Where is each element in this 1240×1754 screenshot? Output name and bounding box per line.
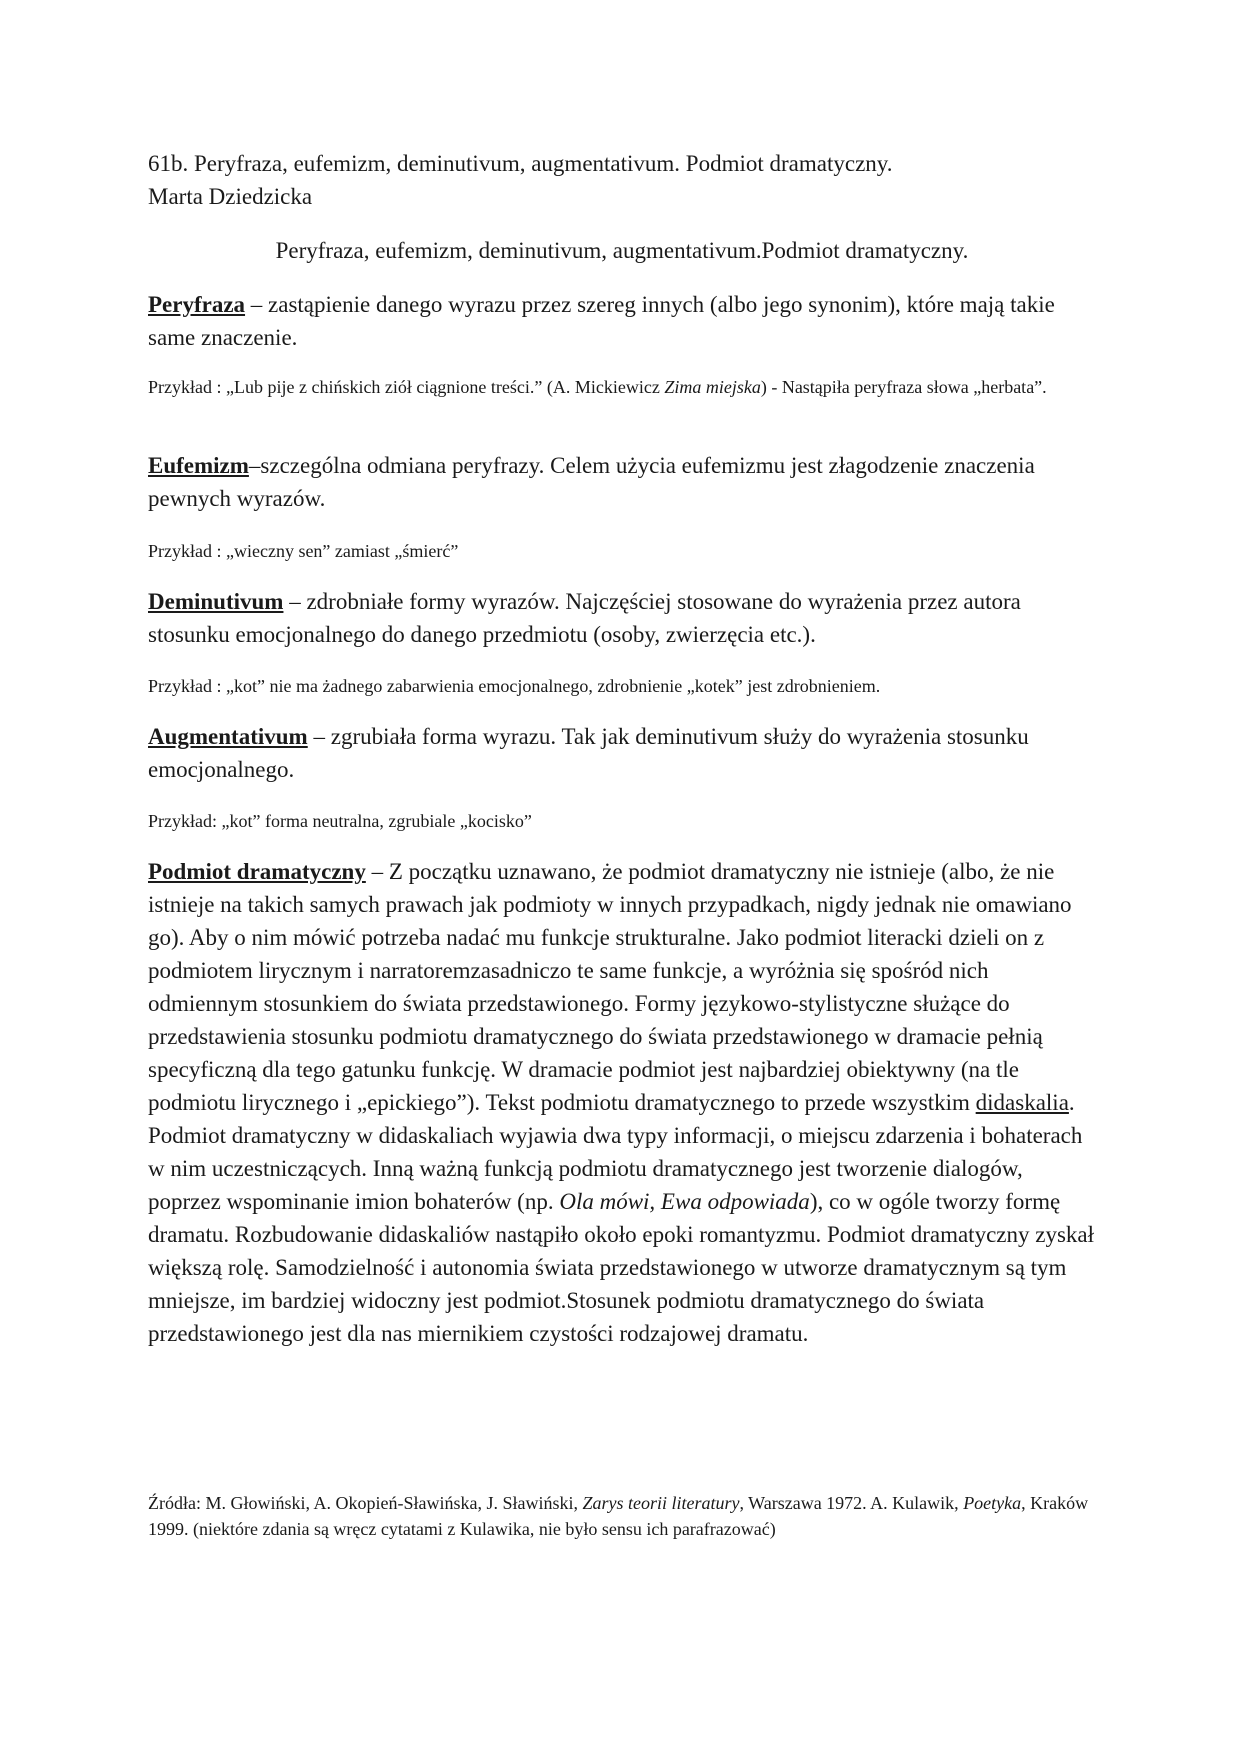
sources-part: Źródła: M. Głowiński, A. Okopień-Sławińska, J. Sławiński, [148, 1493, 583, 1513]
example-peryfraza [148, 374, 1096, 400]
definition-text: – zdrobniałe formy wyrazów. Najczęściej stosowane do wyrażenia przez autora stosunku emocjonalnego do danego przedmiotu (osoby, zwierzęcia etc.). [148, 589, 1021, 647]
example-text: Przykład : „wieczny sen” zamiast „śmierć” [148, 541, 459, 561]
term-augmentativum: Augmentativum [148, 724, 308, 749]
didaskalia-link[interactable]: didaskalia [975, 1090, 1069, 1115]
example-work-title: Zima miejska [664, 377, 761, 397]
author-name: Marta Dziedzicka [148, 184, 313, 209]
example-part: Przykład : „Lub pije z chińskich ziół ciągnione treści.” (A. Mickiewicz [148, 377, 665, 397]
example-deminutivum [148, 673, 1096, 699]
term-peryfraza: Peryfraza [148, 292, 246, 317]
example-text: Przykład: „kot” forma neutralna, zgrubiale „kocisko” [148, 811, 532, 831]
sources-text [148, 1490, 1096, 1542]
source-book-title: Zarys teorii literatury [582, 1493, 740, 1513]
header-line: 61b. Peryfraza, eufemizm, deminutivum, augmentativum. Podmiot dramatyczny. [148, 151, 893, 176]
term-podmiot-dramatyczny: Podmiot dramatyczny [148, 859, 366, 884]
definition-text: ), co w ogóle tworzy formę dramatu. Rozbudowanie didaskaliów nastąpiło około epoki romantyzmu. Podmiot dramatyczny zyskał większą rolę. Samodzielność i autonomia świata przedstawionego w utworze dramatycznym są tym mniejsze, im bardziej widoczny jest podmiot.Stosunek podmiotu dramatycznego do świata przedstawionego jest dla nas miernikiem czystości rodzajowej dramatu. [148, 1189, 1094, 1346]
example-eufemizm [148, 538, 1096, 564]
term-deminutivum: Deminutivum [148, 589, 284, 614]
section-peryfraza [148, 288, 1096, 354]
example-italic: Ola mówi, Ewa odpowiada [559, 1189, 810, 1214]
term-eufemizm: Eufemizm [148, 453, 249, 478]
section-eufemizm [148, 449, 1096, 515]
example-text [148, 374, 1096, 400]
definition-augmentativum [148, 720, 1096, 786]
definition-text: . Podmiot dramatyczny w didaskaliach wyjawia dwa typy informacji, o miejscu zdarzenia i bohaterach w nim uczestniczących. Inną ważną funkcją podmiotu dramatycznego jest tworzenie dialogów, poprzez wspominanie imion bohaterów (np. [148, 1090, 1083, 1214]
definition-text: –szczególna odmiana peryfrazy. Celem użycia eufemizmu jest złagodzenie znaczenia pewnych wyrazów. [148, 453, 1035, 511]
document-header [148, 147, 1096, 213]
example-part: ) - Nastąpiła peryfraza słowa „herbata”. [760, 377, 1047, 397]
example-augmentativum [148, 808, 1096, 834]
definition-podmiot-dramatyczny [148, 855, 1096, 1350]
definition-text: – zastąpienie danego wyrazu przez szereg innych (albo jego synonim), które mają takie same znaczenie. [148, 292, 1055, 350]
sources [148, 1490, 1096, 1542]
definition-peryfraza [148, 288, 1096, 354]
example-text: Przykład : „kot” nie ma żadnego zabarwienia emocjonalnego, zdrobnienie „kotek” jest zdrobnieniem. [148, 676, 881, 696]
document-title: Peryfraza, eufemizm, deminutivum, augmentativum.Podmiot dramatyczny. [275, 238, 969, 263]
definition-deminutivum [148, 585, 1096, 651]
definition-text: – Z początku uznawano, że podmiot dramatyczny nie istnieje (albo, że nie istnieje na takich samych prawach jak podmioty w innych przypadkach, nigdy jednak nie omawiano go). Aby o nim mówić potrzeba nadać mu funkcje strukturalne. Jako podmiot literacki dzieli on z podmiotem lirycznym i narratoremzasadniczo te same funkcje, a wyróżnia się spośród nich odmiennym stosunkiem do świata przedstawionego. Formy językowo-stylistyczne służące do przedstawienia stosunku podmiotu dramatycznego do świata przedstawionego w dramacie pełnią specyficzną dla tego gatunku funkcję. W dramacie podmiot jest najbardziej obiektywny (na tle podmiotu lirycznego i „epickiego”). Tekst podmiotu dramatycznego to przede wszystkim [148, 859, 1072, 1115]
definition-text: – zgrubiała forma wyrazu. Tak jak deminutivum służy do wyrażenia stosunku emocjonalnego. [148, 724, 1029, 782]
sources-part: , Warszawa 1972. A. Kulawik, [739, 1493, 964, 1513]
section-podmiot-dramatyczny [148, 855, 1096, 1350]
sources-part: , Kraków 1999. (niektóre zdania są wręcz cytatami z Kulawika, nie było sensu ich parafrazować) [148, 1493, 1089, 1539]
section-deminutivum [148, 585, 1096, 651]
section-augmentativum [148, 720, 1096, 786]
source-book-title: Poetyka [963, 1493, 1022, 1513]
definition-eufemizm [148, 449, 1096, 515]
